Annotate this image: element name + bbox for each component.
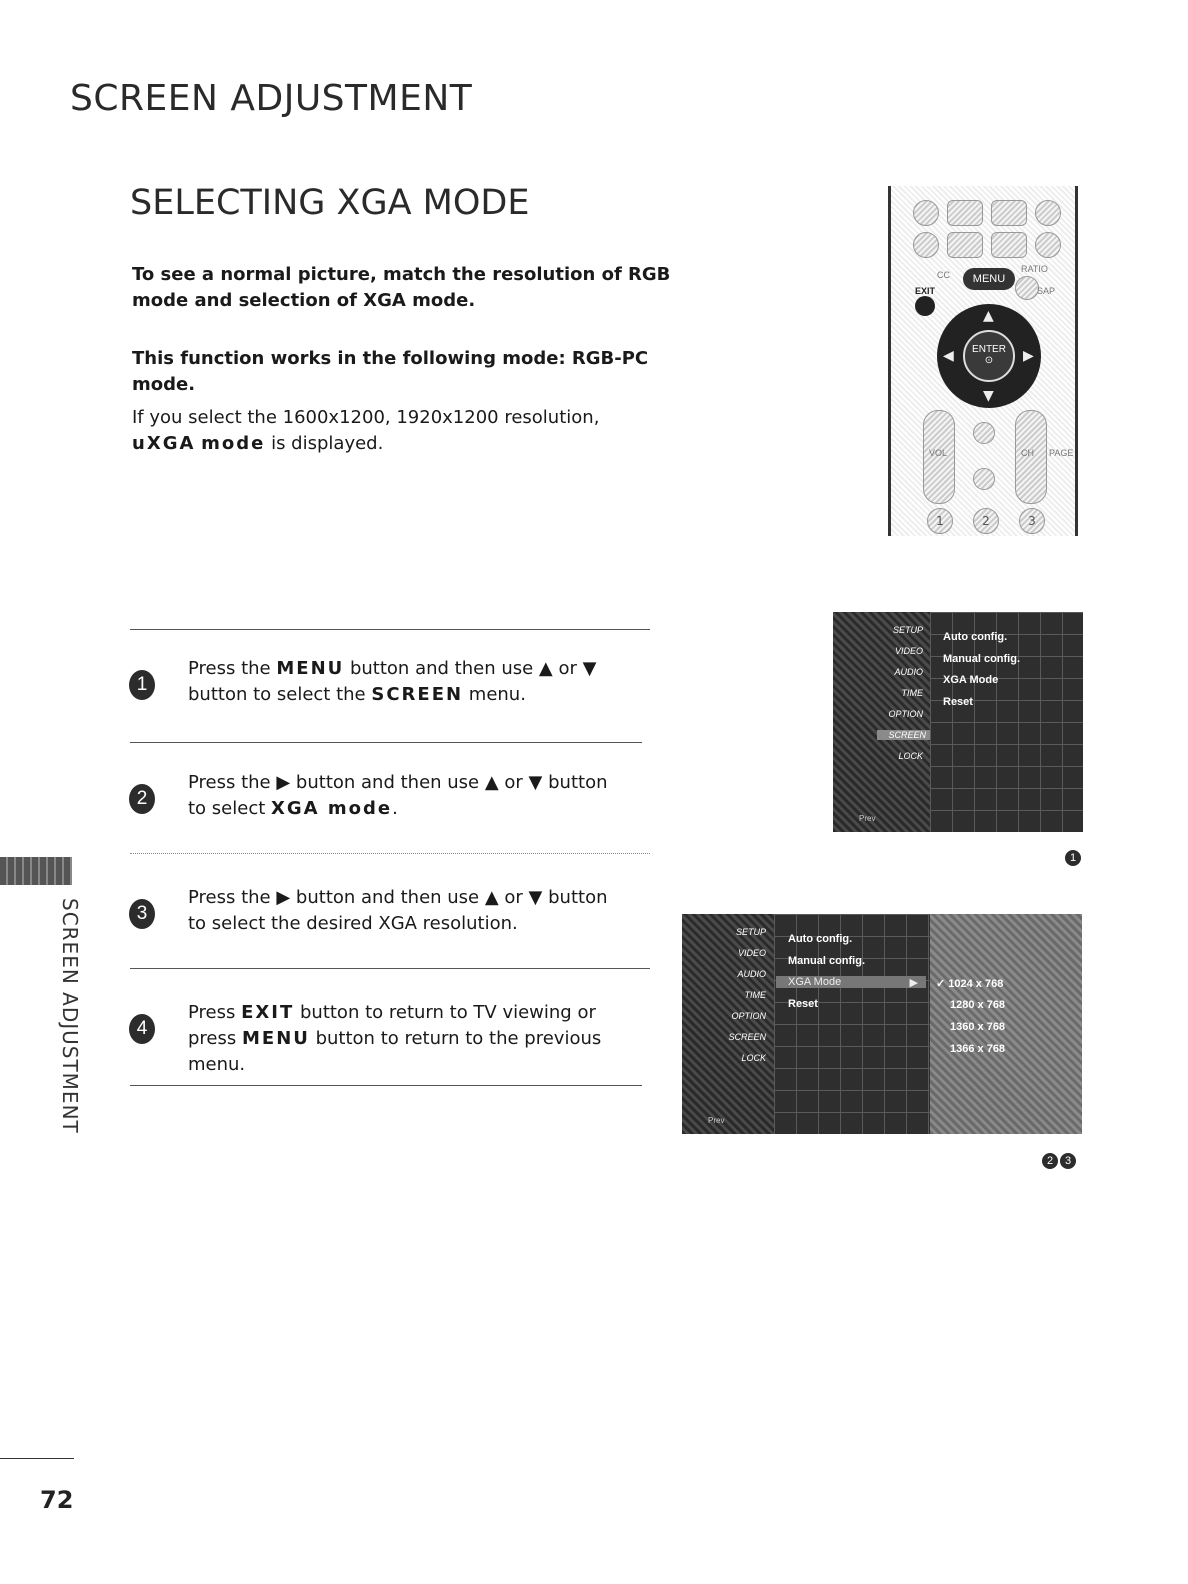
osd-tab-panel: [682, 914, 774, 1134]
left-arrow-icon: ◀: [943, 348, 954, 364]
remote-button: [1035, 232, 1061, 258]
intro-paragraph-2: This function works in the following mode: RGB-PC mode.: [132, 348, 649, 395]
ratio-label: RATIO: [1021, 264, 1048, 274]
step-number-1: 1: [129, 670, 155, 700]
osd-tab-time: TIME: [901, 688, 923, 698]
osd-item-xga-mode: XGA Mode: [943, 674, 999, 686]
chapter-side-tab: [0, 857, 72, 885]
osd-item-xga-mode: XGA Mode ▶: [776, 976, 926, 988]
divider: [130, 742, 642, 743]
osd-menu-grid: [930, 612, 1083, 832]
intro-paragraph-3: If you select the 1600x1200, 1920x1200 resolution, uXGA mode is displayed.: [132, 407, 600, 454]
step-1-text: Press the MENU button and then use ▲ or ▼ button to select the SCREEN menu.: [188, 658, 597, 705]
step-3-text: Press the ▶ button and then use ▲ or ▼ button to select the desired XGA resolution.: [188, 887, 608, 934]
remote-button: [947, 200, 983, 226]
osd-tab-option: OPTION: [888, 709, 923, 719]
right-arrow-icon: ▶: [1023, 348, 1034, 364]
osd-tab-time: TIME: [744, 990, 766, 1000]
exit-button-graphic: [915, 296, 935, 316]
intro-paragraph-1: To see a normal picture, match the resolution of RGB mode and selection of XGA mode.: [132, 264, 671, 311]
step-2-text: Press the ▶ button and then use ▲ or ▼ button to select XGA mode.: [188, 772, 608, 819]
remote-button: [1015, 276, 1039, 300]
osd-item-manual-config: Manual config.: [943, 653, 1020, 665]
osd-tab-audio: AUDIO: [737, 969, 766, 979]
figure-caption-2-3: 2 3: [1040, 1149, 1076, 1169]
cc-label: CC: [937, 270, 950, 280]
osd-item-auto-config: Auto config.: [788, 933, 853, 945]
osd-item-auto-config: Auto config.: [943, 631, 1008, 643]
osd-tab-lock: LOCK: [741, 1053, 766, 1063]
exit-label: EXIT: [915, 286, 936, 296]
step-number-3: 3: [129, 899, 155, 929]
osd-resolution-1366x768: 1366 x 768: [950, 1043, 1006, 1055]
figure-caption-1: 1: [1063, 846, 1081, 866]
osd-tab-lock: LOCK: [898, 751, 923, 761]
remote-button: [991, 232, 1027, 258]
section-title: SELECTING XGA MODE: [130, 183, 530, 223]
remote-button: [973, 422, 995, 444]
right-arrow-icon: ▶: [909, 977, 918, 989]
number-2-button: 2: [973, 508, 999, 534]
menu-button-graphic: MENU: [963, 268, 1015, 290]
vol-label: VOL: [929, 448, 948, 458]
up-arrow-icon: ▲: [983, 308, 994, 324]
osd-prev-label: Prev: [708, 1116, 725, 1125]
down-arrow-icon: ▼: [983, 388, 994, 404]
osd-item-manual-config: Manual config.: [788, 955, 865, 967]
remote-button: [973, 468, 995, 490]
divider: [130, 968, 650, 969]
osd-menu-grid: [774, 914, 930, 1134]
divider: [130, 629, 650, 630]
navigation-pad: [937, 304, 1041, 408]
number-3-button: 3: [1019, 508, 1045, 534]
osd-xga-mode-screenshot: [682, 914, 1082, 1134]
osd-resolution-1024x768: ✓ 1024 x 768: [936, 978, 1004, 990]
footer-rule: [0, 1458, 74, 1459]
osd-tab-video: VIDEO: [737, 948, 766, 958]
remote-button: [913, 200, 939, 226]
osd-resolution-1360x768: 1360 x 768: [950, 1021, 1006, 1033]
step-number-4: 4: [129, 1014, 155, 1044]
osd-resolution-1280x768: 1280 x 768: [950, 999, 1006, 1011]
sap-label: SAP: [1037, 286, 1056, 296]
osd-prev-label: Prev: [859, 814, 876, 823]
step-4-text: Press EXIT button to return to TV viewing or press MENU button to return to the previous menu.: [188, 1002, 602, 1075]
osd-tab-screen: SCREEN: [728, 1032, 766, 1042]
page-label: PAGE: [1049, 448, 1074, 458]
osd-item-reset: Reset: [943, 696, 973, 708]
chapter-header: SCREEN ADJUSTMENT: [70, 78, 473, 119]
osd-tab-panel: [833, 612, 930, 832]
osd-tab-video: VIDEO: [894, 646, 923, 656]
remote-button: [991, 200, 1027, 226]
remote-button: [913, 232, 939, 258]
osd-item-reset: Reset: [788, 998, 818, 1010]
remote-button: [947, 232, 983, 258]
number-1-button: 1: [927, 508, 953, 534]
osd-tab-setup: SETUP: [735, 927, 766, 937]
chapter-side-label: SCREEN ADJUSTMENT: [58, 898, 82, 1134]
ch-label: CH: [1021, 448, 1034, 458]
remote-control-illustration: [888, 186, 1078, 536]
remote-button: [1035, 200, 1061, 226]
divider: [130, 853, 650, 854]
osd-screen-menu-screenshot: [833, 612, 1083, 832]
osd-tab-screen: SCREEN: [877, 730, 930, 740]
osd-tab-audio: AUDIO: [894, 667, 923, 677]
osd-tab-option: OPTION: [731, 1011, 766, 1021]
enter-button-graphic: ENTER ⊙: [963, 330, 1015, 382]
divider: [130, 1085, 642, 1086]
osd-tab-setup: SETUP: [892, 625, 923, 635]
page-number: 72: [40, 1486, 74, 1514]
step-number-2: 2: [129, 784, 155, 814]
